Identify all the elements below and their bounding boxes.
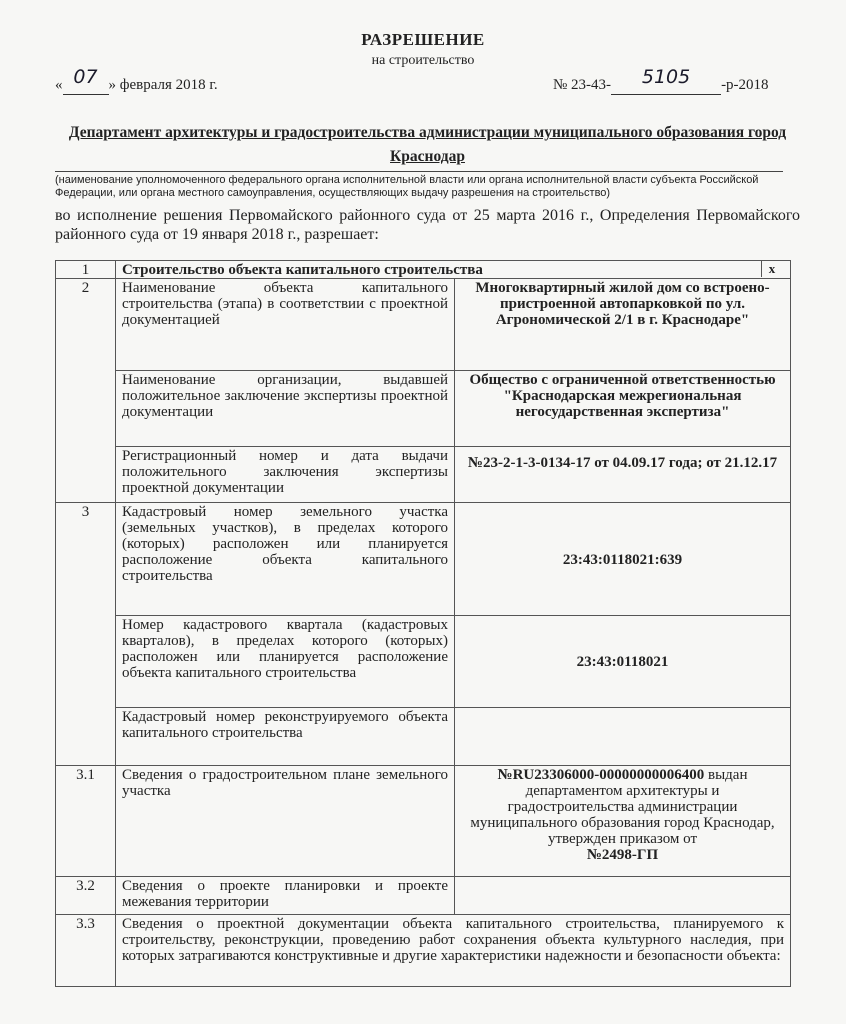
- row-3-label: Кадастровый номер земельного участка (земельных участков), в пределах которого (которых) расположен или планируется расположение объекта капитального строительства: [116, 503, 455, 616]
- intro-paragraph: во исполнение решения Первомайского районного суда от 25 марта 2016 г., Определения Первомайского районного суда от 19 января 2018 г., разрешает:: [55, 207, 800, 243]
- row-2c-label: Регистрационный номер и дата выдачи положительного заключения экспертизы проектной документации: [116, 447, 455, 503]
- row-1-label-text: Строительство объекта капитального строительства: [122, 262, 483, 278]
- date-rest: » февраля 2018 г.: [108, 77, 218, 93]
- row-1-number: 1: [56, 261, 116, 279]
- department-note: (наименование уполномоченного федерального органа исполнительной власти или органа исполнительной власти субъекта Российской Федерации, или органа местного самоуправления, осуществляющих выдачу разрешения на строительство): [55, 174, 759, 199]
- table-row-2c: [56, 447, 791, 503]
- row-2b-label: Наименование организации, выдавшей положительное заключение экспертизы проектной документации: [116, 371, 455, 447]
- row-3-number: 3: [56, 503, 116, 766]
- row-3-1-order-number: №2498-ГП: [586, 847, 659, 863]
- row-1-label: [116, 261, 791, 279]
- row-3-1-value: [455, 766, 791, 877]
- permit-number-prefix: № 23-43-: [553, 77, 612, 93]
- row-2-value: Многоквартирный жилой дом со встроено-пристроенной автопарковкой по ул. Агрономической 2/1 в г. Краснодаре": [455, 279, 791, 371]
- table-row-3-2: [56, 877, 791, 915]
- date-day-field: [63, 66, 109, 95]
- issuing-department: Департамент архитектуры и градостроительства администрации муниципального образования город Краснодар: [68, 124, 787, 165]
- permit-number-suffix: -р-2018: [721, 77, 769, 93]
- row-3-3-number: 3.3: [56, 915, 116, 987]
- row-3-1-label: Сведения о градостроительном плане земельного участка: [116, 766, 455, 877]
- row-2b-value: Общество с ограниченной ответственностью "Краснодарская межрегиональная негосударственная экспертиза": [455, 371, 791, 447]
- permit-number-handwritten: 5105: [641, 66, 691, 88]
- table-row-3-3: [56, 915, 791, 987]
- date-day-handwritten: 07: [73, 66, 98, 88]
- table-row-3: [56, 503, 791, 616]
- row-3b-label: Номер кадастрового квартала (кадастровых кварталов), в пределах которого (которых) расположен или планируется расположение объекта капитального строительства: [116, 616, 455, 708]
- issue-date: [55, 66, 218, 95]
- row-3-1-plan-text: выдан департаментом архитектуры и градостроительства администрации муниципального образования город Краснодар, утвержден приказом от: [470, 767, 775, 847]
- permit-number: [553, 66, 769, 95]
- row-3-1-number: 3.1: [56, 766, 116, 877]
- row-1-mark: x: [761, 261, 782, 277]
- row-3-1-plan-number: №RU23306000-00000000006400: [497, 767, 705, 783]
- row-2-label: Наименование объекта капитального строительства (этапа) в соответствии с проектной документацией: [116, 279, 455, 371]
- row-3b-value: 23:43:0118021: [455, 616, 791, 708]
- row-3c-label: Кадастровый номер реконструируемого объекта капитального строительства: [116, 708, 455, 766]
- document-title: РАЗРЕШЕНИЕ: [361, 30, 485, 49]
- table-row-3-1: [56, 766, 791, 877]
- row-3c-value: [455, 708, 791, 766]
- date-open-quote: «: [55, 77, 63, 93]
- document-subtitle: на строительство: [371, 53, 475, 68]
- row-3-value: 23:43:0118021:639: [455, 503, 791, 616]
- row-3-2-value: [455, 877, 791, 915]
- row-3-2-number: 3.2: [56, 877, 116, 915]
- table-row-1: [56, 261, 791, 279]
- table-row-2b: [56, 371, 791, 447]
- table-row-2: [56, 279, 791, 371]
- row-3-2-label: Сведения о проекте планировки и проекте межевания территории: [116, 877, 455, 915]
- row-3-3-label: Сведения о проектной документации объекта капитального строительства, планируемого к строительству, реконструкции, проведению работ сохранения объекта культурного наследия, при которых затрагиваются конструктивные и другие характеристики надежности и безопасности объекта:: [116, 915, 791, 987]
- table-row-3c: [56, 708, 791, 766]
- department-underline: [55, 171, 783, 172]
- permit-table: [55, 260, 791, 987]
- table-row-3b: [56, 616, 791, 708]
- row-2c-value: №23-2-1-3-0134-17 от 04.09.17 года; от 21.12.17: [455, 447, 791, 503]
- permit-number-field: [611, 66, 721, 95]
- row-2-number: 2: [56, 279, 116, 503]
